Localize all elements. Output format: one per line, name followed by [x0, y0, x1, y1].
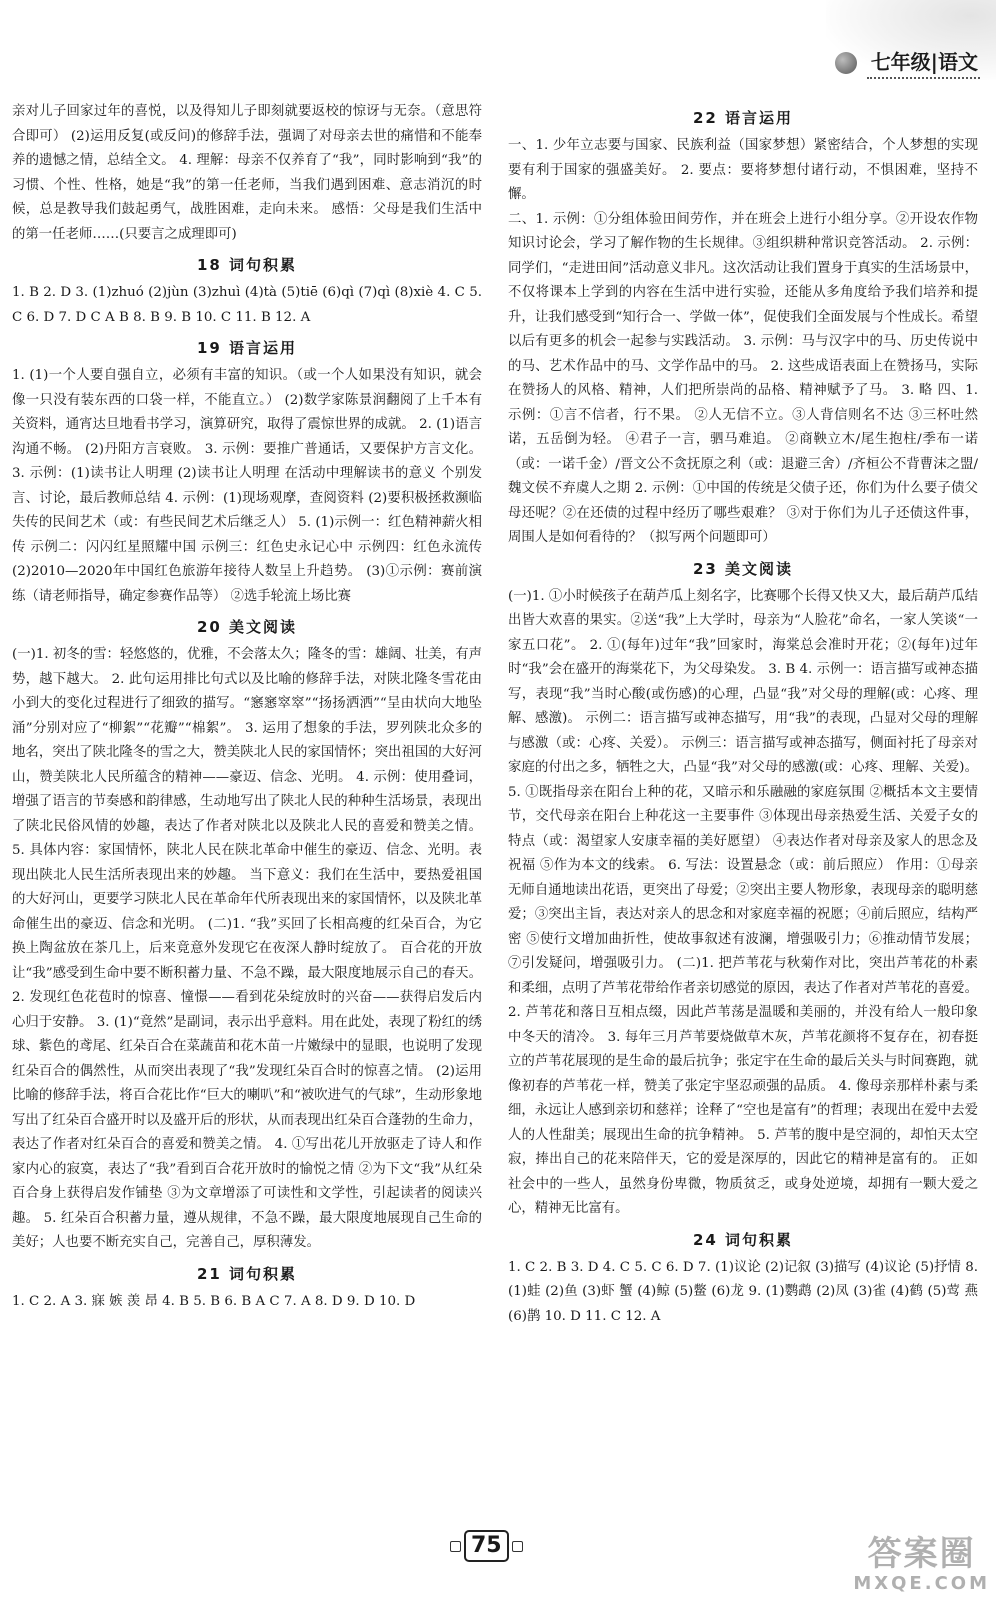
watermark-sub: MXQE.COM [853, 1573, 990, 1594]
page-number-dot-icon [512, 1541, 523, 1552]
section-title: 23 美文阅读 [692, 559, 794, 578]
right-column [508, 100, 978, 1329]
answer-paragraph: 二、1. 示例：①分组体验田间劳作，并在班会上进行小组分享。②开设农作物知识讨论会，学习了解作物的生长规律。③组织耕种常识竞答活动。 2. 示例：同学们，“走进田间”活动意义非凡。这次活动让我们置身于真实的生活场景中，不仅将课本上学到的内容在生活中进行实验，还能从多角度给予我们培养和提升，让我们感受到“知行合一、学做一体”，促使我们全面发展与个性成长。希望以后有更多的机会一起参与实践活动。 3. 示例：马与汉字中的马、历史传说中的马、艺术作品中的马、文学作品中的马。 2. 这些成语表面上在赞扬马，实际在赞扬人的风格、精神，人们把所崇尚的品格、精神赋予了马。 3. 略 四、1. 示例：①言不信者，行不果。 ②人无信不立。③人背信则名不达 ③三杯吐然诺，五岳倒为轻。 ④君子一言，驷马难追。 ②商鞅立木/尾生抱柱/季布一诺（或：一诺千金）/晋文公不贪抚原之利（或：退避三舍）/齐桓公不背曹沫之盟/魏文侯不弃虞人之期 2. 示例：①中国的传统是父债子还，你们为什么要子债父母还呢？②在还债的过程中经历了哪些艰难？ ③对于你们为儿子还债这件事，周围人是如何看待的？（拟写两个问题即可） [508, 211, 978, 545]
answer-paragraph: 1. B 2. D 3. (1)zhuó (2)jùn (3)zhuì (4)tà (5)tiē (6)qì (7)qì (8)xiè 4. C 5. C 6. D 7. D C A B 8. B 9. B 10. C 11. B 12. A [12, 285, 482, 325]
answer-paragraph: 1. (1)一个人要自强自立，必须有丰富的知识。（或一个人如果没有知识，就会像一只没有装东西的口袋一样，不能直立。） (2)数学家陈景润翻阅了上千本有关资料，通宵达旦地看书学习，演算研究，取得了震惊世界的成就。 2. (1)语言沟通不畅。 (2)丹阳方言衰败。 3. 示例：要推广普通话，又要保护方言文化。 3. 示例：(1)读书让人明理 (2)读书让人明理 在活动中理解读书的意义 个别发言、讨论，最后教师总结 4. 示例：(1)现场观摩，查阅资料 (2)要积极拯救濒临失传的民间艺术（或：有些民间艺术后继乏人） 5. (1)示例一：红色精神薪火相传 示例二：闪闪红星照耀中国 示例三：红色史永记心中 示例四：红色永流传 (2)2010—2020年中国红色旅游年接待人数呈上升趋势。 (3)①示例：赛前演练（请老师指导，确定参赛作品等） ②选手轮流上场比赛 [12, 368, 482, 604]
section-title: 22 语言运用 [692, 109, 794, 127]
answer-paragraph: 1. C 2. B 3. D 4. C 5. C 6. D 7. (1)议论 (2)记叙 (3)描写 (4)议论 (5)抒情 8. (1)蛙 (2)鱼 (3)虾 蟹 (4)鲸 (5)鳖 (6)龙 9. (1)鹦鹉 (2)凤 (3)雀 (4)鹤 (5)莺 燕 (6)鹊 10. D 11. C 12. A [508, 1259, 978, 1324]
page-number-value: 75 [464, 1530, 509, 1562]
section-title: 24 词句积累 [692, 1230, 794, 1249]
answer-paragraph: 1. C 2. A 3. 寐 嫉 羡 昂 4. B 5. B 6. B A C 7. A 8. D 9. D 10. D [12, 1293, 416, 1309]
answer-paragraph: 亲对儿子回家过年的喜悦，以及得知儿子即刻就要返校的惊讶与无奈。（意思符合即可） (2)运用反复(或反问)的修辞手法，强调了对母亲去世的痛惜和不能奉养的遗憾之情，总结全文。 4. 理解：母亲不仅养育了“我”，同时影响到“我”的习惯、个性、性格，她是“我”的第一任老师，当我们遇到困难、意志消沉的时候，总是教导我们鼓起勇气，战胜困难，走向未来。 感悟：父母是我们生活中的第一任老师……(只要言之成理即可) [12, 104, 482, 242]
section-title: 19 语言运用 [196, 339, 298, 357]
section-title: 21 词句积累 [196, 1264, 298, 1283]
answer-paragraph: (一)1. 初冬的雪：轻悠悠的，优雅，不会落太久；隆冬的雪：雄阔、壮美，有声势，越下越大。 2. 此句运用排比句式以及比喻的修辞手法，对陕北隆冬雪花由小到大的变化过程进行了细致的描写。“窸窸窣窣”“扬扬洒洒”“呈由状向大地坠涌”分别对应了“柳絮”“花瓣”“棉絮”。 3. 运用了想象的手法，罗列陕北众多的地名，突出了陕北隆冬的雪之大，赞美陕北人民的家国情怀；突出祖国的大好河山，赞美陕北人民所蕴含的精神——豪迈、信念、光明。 4. 示例：使用叠词，增强了语言的节奏感和韵律感，生动地写出了陕北人民的种种生活场景，表现出了陕北民俗风情的妙趣，表达了作者对陕北以及陕北人民的喜爱和赞美之情。 5. 具体内容：家国情怀，陕北人民在陕北革命中催生的豪迈、信念、光明。表现出陕北人民生活所表现出来的妙趣。 当下意义：我们在生活中，要热爱祖国的大好河山，更要学习陕北人民在革命年代所表现出来的家国情怀，以及陕北革命催生出的豪迈、信念和光明。 (二)1. “我”买回了长相高瘦的红朵百合，为它换上陶盆放在茶几上，后来竟意外发现它在夜深人静时绽放了。 百合花的开放让“我”感受到生命中要不断积蓄力量、不急不躁，最大限度地展示自己的春天。 2. 发现红色花苞时的惊喜、憧憬——看到花朵绽放时的兴奋——获得启发后内心归于安静。 3. (1)“竟然”是副词，表示出乎意料。用在此处，表现了粉红的绣球、紫色的鸢尾、红朵百合在菜蔬苗和花木苗一片嫩绿中的显眼，也说明了发现红朵百合的偶然性，从而突出表现了“我”发现红朵百合时的惊喜之情。 (2)运用比喻的修辞手法，将百合花比作“巨大的喇叭”和“被吹进气的气球”，生动形象地写出了红朵百合盛开时以及盛开后的形状，从而表现出红朵百合蓬勃的生命力，表达了作者对红朵百合的喜爱和赞美之情。 4. ①写出花儿开放驱走了诗人和作家内心的寂寞，表达了“我”看到百合花开放时的愉悦之情 ②为下文“我”从红朵百合身上获得启发作铺垫 ③为文章增添了可读性和文学性，引起读者的阅读兴趣。 5. 红朵百合积蓄力量，遵从规律，不急不躁，最大限度地展现自己生命的美好；人也要不断充实自己，完善自己，厚积薄发。 [12, 647, 482, 1250]
section-title: 20 美文阅读 [196, 618, 298, 636]
section-title: 18 词句积累 [196, 256, 298, 274]
page-header [835, 46, 980, 79]
left-column [12, 100, 482, 1314]
answer-paragraph: 一、1. 少年立志要与国家、民族利益（国家梦想）紧密结合，个人梦想的实现要有利于国家的强盛美好。 2. 要点：要将梦想付诸行动，不惧困难，坚持不懈。 [508, 138, 978, 202]
answer-paragraph: (一)1. ①小时候孩子在葫芦瓜上刻名字，比赛哪个长得又快又大，最后葫芦瓜结出皆大欢喜的果实。②送“我”上大学时，母亲为“人脸花”命名，一家人笑谈“一家五口花”。 2. ①(每年)过年“我”回家时，海棠总会准时开花；②(每年)过年时“我”会在盛开的海棠花下，为父母染发。 3. B 4. 示例一：语言描写或神态描写，表现“我”当时心酸(或伤感)的心理，凸显“我”对父母的理解(或：心疼、理解、感激)。 示例二：语言描写或神态描写，用“我”的表现，凸显对父母的理解与感激（或：心疼、关爱）。 示例三：语言描写或神态描写，侧面衬托了母亲对家庭的付出之多，牺牲之大，凸显“我”对父母的感激(或：心疼、理解、关爱)。 5. ①既指母亲在阳台上种的花，又暗示和乐融融的家庭氛围 ②概括本文主要情节，交代母亲在阳台上种花这一主要事件 ③体现出母亲热爱生活、关爱子女的特点（或：渴望家人安康幸福的美好愿望） ④表达作者对母亲及家人的思念及祝福 ⑤作为本文的线索。 6. 写法：设置悬念（或：前后照应） 作用：①母亲无师自通地读出花语，更突出了母爱；②突出主要人物形象，表现母亲的聪明慈爱；③突出主旨，表达对亲人的思念和对家庭幸福的祝愿；④前后照应，结构严密 ⑤使行文增加曲折性，使故事叙述有波澜，增强吸引力；⑥推动情节发展；⑦引发疑问，增强吸引力。 (二)1. 把芦苇花与秋菊作对比，突出芦苇花的朴素和柔细，点明了芦苇花带给作者亲切感觉的原因，表达了作者对芦苇花的喜爱。 2. 芦苇花和落日互相点缀，因此芦苇荡是温暖和美丽的，并没有给人一般印象中冬天的清冷。 3. 每年三月芦苇要烧做草木灰，芦苇花颜将不复存在，初春挺立的芦苇花展现的是生命的最后抗争；张定宇在生命的最后关头与时间赛跑，就像初春的芦苇花一样，赞美了张定宇坚忍顽强的品质。 4. 像母亲那样朴素与柔细，永远让人感到亲切和慈祥；诠释了“空也是富有”的哲理；表现出在爱中去爱人的人性甜美；展现出生命的抗争精神。 5. 芦苇的腹中是空洞的，却怕天太空寂，捧出自己的花来陪伴天，它的爱是深厚的，因此它的精神是富有的。 正如社会中的一些人，虽然身份卑微，物质贫乏，或身处逆境，却拥有一颗大爱之心，精神无比富有。 [508, 588, 978, 1216]
page-number-dot-icon [450, 1541, 461, 1552]
header-bullet-icon [835, 52, 857, 74]
page-number [450, 1530, 523, 1562]
watermark-main: 答案圈 [867, 1534, 976, 1574]
watermark-logo [853, 1534, 990, 1594]
header-title: 七年级|语文 [867, 46, 980, 79]
